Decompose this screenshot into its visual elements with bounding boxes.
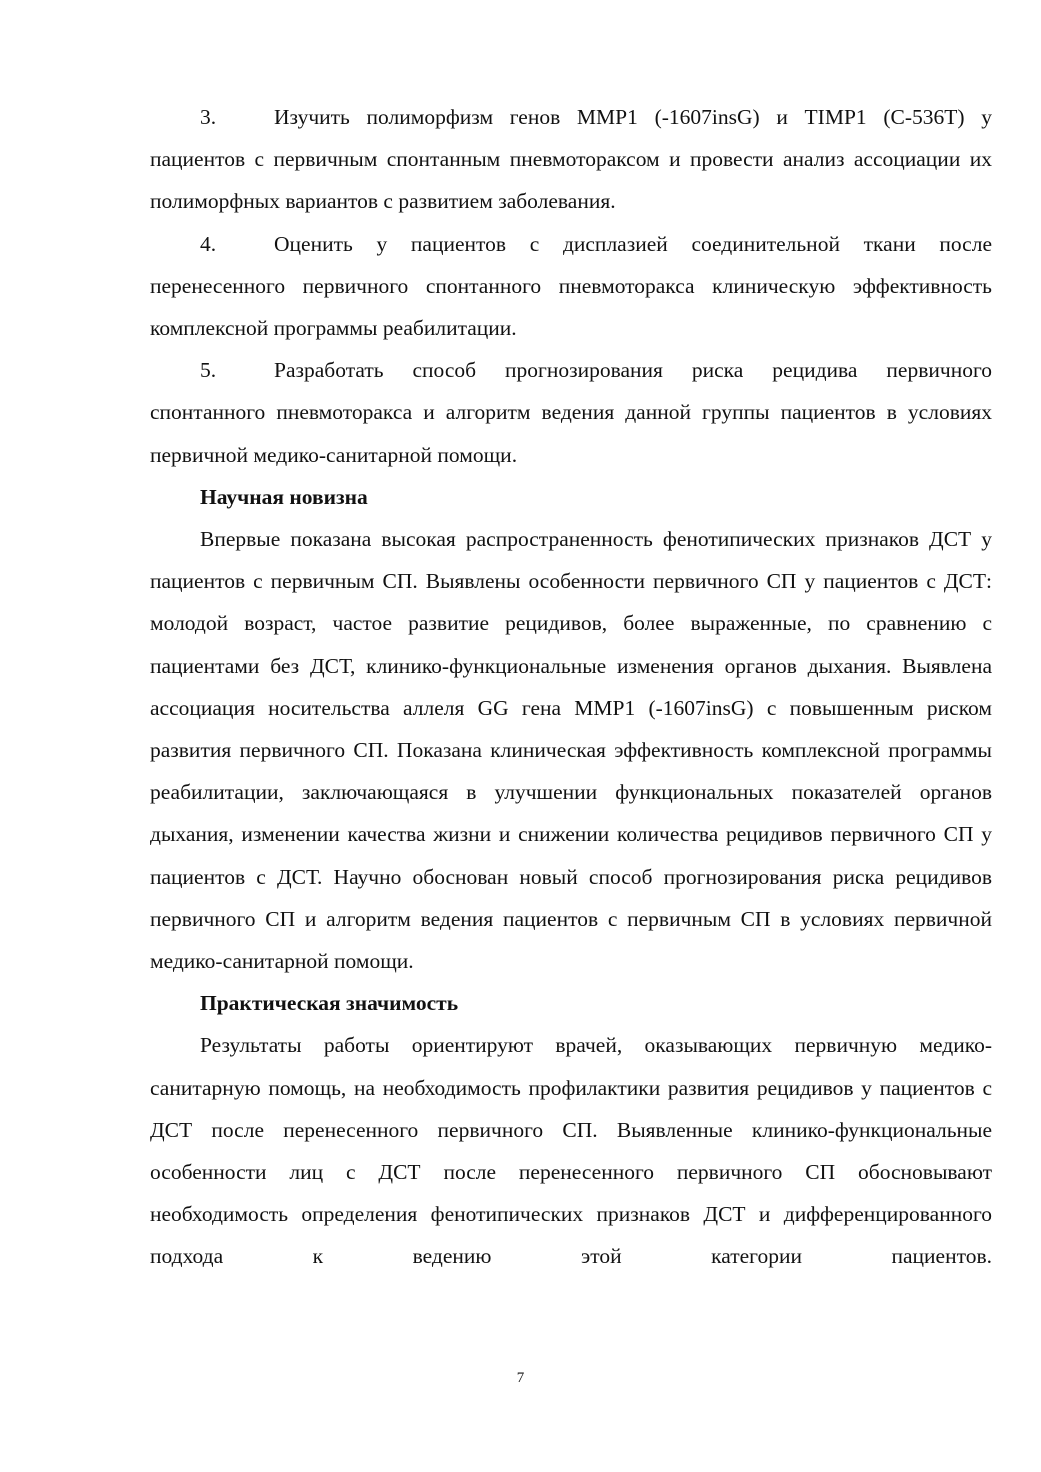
objective-text: Оценить у пациентов с дисплазией соединительной ткани после перенесенного первичного спонтанного пневмоторакса клиническую эффективность комплексной программы реабилитации. (150, 231, 992, 341)
section-heading-significance: Практическая значимость (200, 991, 459, 1016)
document-body (150, 96, 992, 1278)
objective-text: Изучить полиморфизм генов MMP1 (-1607insG) и TIMP1 (C-536T) у пациентов с первичным спонтанным пневмотораксом и провести анализ ассоциации их полиморфных вариантов с развитием заболевания. (150, 105, 992, 214)
objective-number: 5. (200, 358, 217, 383)
objective-item-3 (150, 96, 992, 223)
novelty-paragraph: Впервые показана высокая распространенность фенотипических признаков ДСТ у пациентов с первичным СП. Выявлены особенности первичного СП у пациентов с ДСТ: молодой возраст, частое развитие рецидивов, более выраженные, по сравнению с пациентами без ДСТ, клинико-функциональные изменения органов дыхания. Выявлена ассоциация носительства аллеля GG гена MMP1 (-1607insG) с повышенным риском развития первичного СП. Показана клиническая эффективность комплексной программы реабилитации, заключающаяся в улучшении функциональных показателей органов дыхания, изменении качества жизни и снижении количества рецидивов первичного СП у пациентов с ДСТ. Научно обоснован новый способ прогнозирования риска рецидивов первичного СП и алгоритм ведения пациентов с первичным СП в условиях первичной медико-санитарной помощи. (150, 527, 992, 974)
objective-text: Разработать способ прогнозирования риска рецидива первичного спонтанного пневмоторакса и алгоритм ведения данной группы пациентов в условиях первичной медико-санитарной помощи. (150, 358, 992, 467)
significance-paragraph: Результаты работы ориентируют врачей, оказывающих первичную медико-санитарную помощь, на необходимость профилактики развития рецидивов у пациентов с ДСТ после перенесенного первичного СП. Выявленные клинико-функциональные особенности лиц с ДСТ после перенесенного первичного СП обосновывают необходимость определения фенотипических признаков ДСТ и дифференцированного подхода к ведению этой категории пациентов. (150, 1033, 992, 1269)
objective-number: 4. (200, 231, 217, 256)
objective-item-4 (150, 223, 992, 350)
section-heading-novelty: Научная новизна (200, 484, 368, 509)
objective-number: 3. (200, 105, 217, 129)
page-number: 7 (516, 1370, 525, 1386)
objective-item-5 (150, 349, 992, 476)
